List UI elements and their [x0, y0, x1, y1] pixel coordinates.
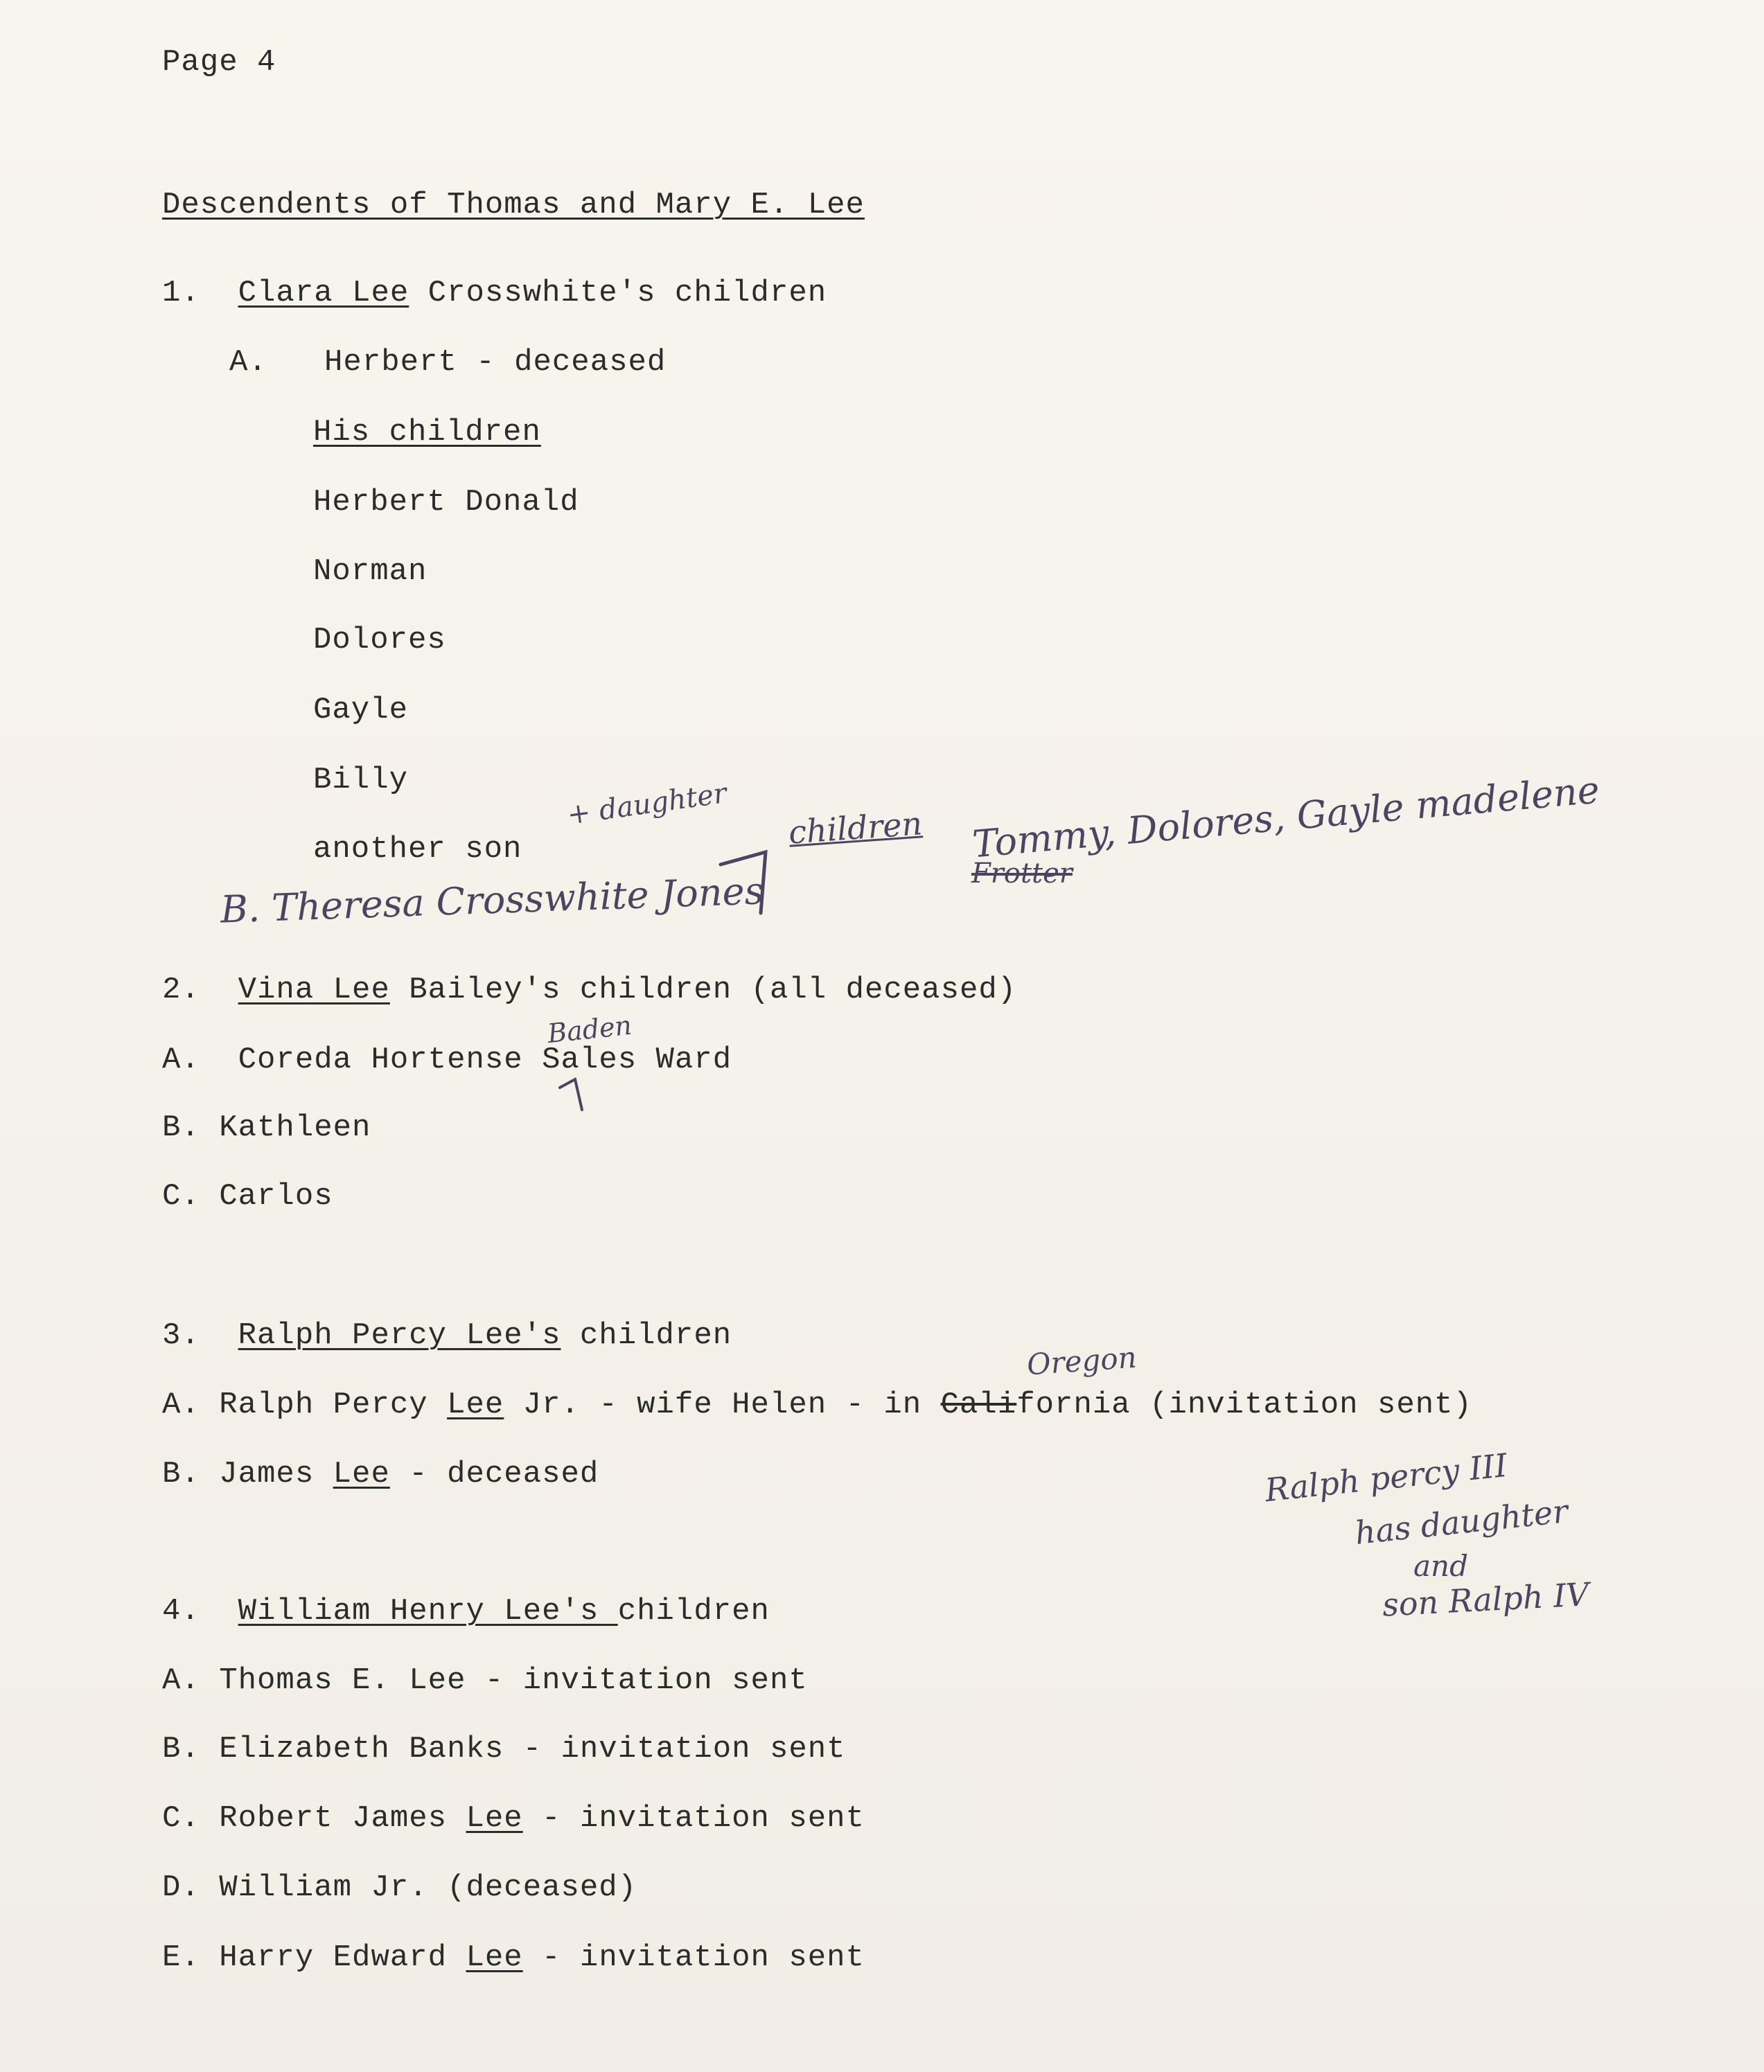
handwritten-oregon: Oregon [1025, 1340, 1138, 1382]
item-label: A. [162, 1663, 200, 1698]
handwritten-struck-note: Frotter [971, 858, 1073, 889]
section-4-item-a [162, 1661, 808, 1700]
child-item: Billy [313, 763, 409, 797]
section-3-item-b [162, 1455, 599, 1494]
item-text: William Jr. (deceased) [219, 1870, 637, 1905]
section-rest: Crosswhite's children [409, 276, 827, 310]
item-text: Carlos [219, 1179, 333, 1214]
item-text-pre: Harry Edward [219, 1940, 466, 1975]
item-lee: Lee [466, 1801, 523, 1836]
handwritten-tommy-line: Tommy, Dolores, Gayle madelene [970, 768, 1601, 867]
section-number: 2. [162, 973, 200, 1007]
item-lee: Lee [333, 1457, 390, 1491]
section-3-heading [162, 1316, 732, 1355]
section-2-item-a [162, 1041, 732, 1079]
section-name: Clara Lee [238, 276, 409, 310]
section-name: Ralph Percy Lee's [238, 1318, 561, 1353]
item-label: B. [162, 1110, 200, 1145]
item-text: Thomas E. Lee - invitation sent [219, 1663, 808, 1698]
item-text-pre: Ralph Percy [219, 1388, 448, 1422]
section-1-heading [162, 274, 827, 312]
child-item: Dolores [313, 623, 446, 657]
handwritten-children: children [787, 804, 924, 851]
section-3-item-a [162, 1385, 1472, 1424]
section-rest: children [617, 1594, 770, 1629]
handwritten-plus-daughter: + daughter [565, 777, 729, 831]
section-2-item-b [162, 1108, 371, 1147]
handwritten-ralph-note-3: and [1413, 1549, 1468, 1583]
section-1-item-a [229, 343, 666, 382]
section-4-item-d [162, 1868, 637, 1907]
item-lee: Lee [466, 1940, 523, 1975]
item-label: A. [229, 345, 267, 380]
item-label: B. [162, 1732, 200, 1766]
item-text-post: fornia (invitation sent) [1016, 1388, 1472, 1422]
section-number: 3. [162, 1318, 200, 1353]
item-text: Kathleen [219, 1110, 371, 1145]
handwritten-ralph-note-2: has daughter [1353, 1492, 1570, 1552]
handwritten-ralph-note-1: Ralph percy III [1263, 1446, 1509, 1509]
item-label: A. [162, 1043, 200, 1077]
item-text-pre: Coreda Hortense [238, 1043, 523, 1077]
section-name: William Henry Lee's [238, 1594, 618, 1629]
item-label: C. [162, 1179, 200, 1214]
item-label: D. [162, 1870, 200, 1905]
item-struck: Cali [940, 1388, 1017, 1422]
item-text-post: - invitation sent [522, 1940, 865, 1975]
section-2-heading [162, 971, 1016, 1009]
page-number: Page 4 [162, 45, 276, 80]
child-item: Norman [313, 554, 427, 589]
item-text-post: Sales Ward [522, 1043, 732, 1077]
child-item: another son [313, 832, 522, 867]
item-text-pre: James [219, 1457, 333, 1491]
item-text-post: - invitation sent [522, 1801, 865, 1836]
handwritten-theresa: B. Theresa Crosswhite Jones [220, 869, 765, 932]
item-text: Elizabeth Banks - invitation sent [219, 1732, 846, 1766]
handwritten-ralph-note-4: son Ralph IV [1381, 1575, 1590, 1624]
section-rest: Bailey's children (all deceased) [389, 973, 1017, 1007]
item-label: C. [162, 1801, 200, 1836]
section-number: 1. [162, 276, 200, 310]
section-name: Vina Lee [238, 973, 390, 1007]
item-lee: Lee [447, 1388, 504, 1422]
item-label: E. [162, 1940, 200, 1975]
section-4-item-c [162, 1799, 865, 1838]
child-item: Herbert Donald [313, 485, 579, 520]
item-text: Herbert - deceased [324, 345, 667, 380]
document-title: Descendents of Thomas and Mary E. Lee [162, 188, 865, 222]
item-label: A. [162, 1388, 200, 1422]
item-text-post: - deceased [389, 1457, 599, 1491]
section-2-item-c [162, 1177, 333, 1216]
item-text-mid: Jr. - wife Helen - in [504, 1388, 941, 1422]
section-rest: children [561, 1318, 732, 1353]
item-label: B. [162, 1457, 200, 1491]
section-4-item-e [162, 1938, 865, 1977]
child-item: Gayle [313, 693, 409, 727]
his-children-heading: His children [313, 415, 541, 450]
item-text-pre: Robert James [219, 1801, 466, 1836]
section-4-heading [162, 1592, 770, 1631]
caret-icon [554, 1075, 596, 1117]
caret-arrow-icon [707, 844, 776, 920]
section-number: 4. [162, 1594, 200, 1629]
section-4-item-b [162, 1730, 846, 1769]
handwritten-baden: Baden [546, 1009, 633, 1050]
